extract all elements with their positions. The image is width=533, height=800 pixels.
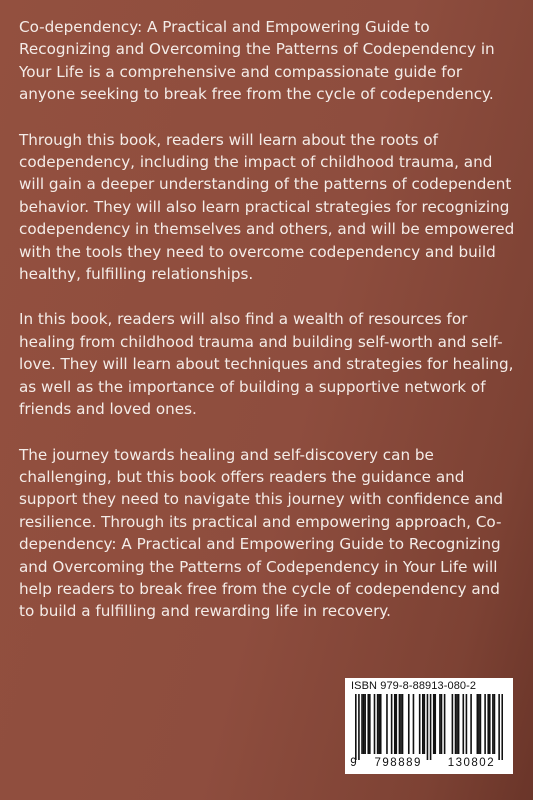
barcode-bar [413,694,415,754]
barcode-bar [462,694,464,754]
barcode-bar [358,694,360,760]
book-description [19,16,519,646]
barcode-bar [484,694,486,754]
barcode-bar [378,694,380,754]
barcode-bar [364,694,366,754]
barcode-bar [427,694,429,760]
barcode-bar [419,694,421,754]
barcode-bar [363,694,365,754]
barcode-bar [480,694,482,754]
barcode-bar [422,694,424,754]
barcode-bar [470,694,472,754]
barcode-bar [399,694,401,754]
barcode-bar [477,694,479,754]
barcode-bar [439,694,441,754]
isbn-barcode [345,678,513,774]
isbn-label: ISBN 979-8-88913-080-2 [351,680,477,692]
barcode-bar [452,694,454,754]
description-paragraph-4: The journey towards healing and self-discovery can be challenging, but this book offers readers the guidance and support they need to navigate this journey with confidence and resilience. Through its practical and empowering approach, Co-dependency: A Practical and Empowering Guide to Recognizing and Overcoming the Patterns of Codependency in Your Life will help readers to break free from the cycle of codependency and to build a fulfilling and rewarding life in recovery. [19,445,503,621]
barcode-bars [355,694,503,760]
barcode-bar [380,694,382,754]
description-paragraph-2: Through this book, readers will learn about the roots of codependency, including the impact of childhood trauma, and will gain a deeper understanding of the patterns of codependent behavior. They will also learn practical strategies for recognizing codependency in themselves and others, and will be empowered with the tools they need to overcome codependency and build healthy, fulfilling relationships. [19,130,515,284]
barcode-digit-lead: 9 [350,757,357,769]
description-paragraph-3: In this book, readers will also find a wealth of resources for healing from childhood trauma and building self-worth and self-love. They will learn about techniques and strategies for healing, as well as the importance of building a supportive network of friends and loved ones. [19,310,514,419]
barcode-bar [492,694,494,754]
barcode-digits-left: 798889 [374,757,422,769]
barcode-bar [458,694,460,754]
barcode-bar [498,694,500,760]
barcode-bar [466,694,468,754]
barcode-bar [487,694,489,754]
barcode-bar [444,694,446,754]
barcode-bar [402,694,404,754]
barcode-bar [408,694,410,754]
barcode-bar [355,694,357,760]
barcode-bar [396,694,398,754]
barcode-bar [394,694,396,754]
barcode-bar [494,694,496,754]
barcode-bar [489,694,491,754]
barcode-bar [391,694,393,754]
barcode-bar [369,694,371,754]
barcode-bar [374,694,376,754]
barcode-bar [367,694,369,754]
barcode-bar [377,694,379,754]
barcode-bar [456,694,458,754]
barcode-bar [434,694,436,754]
barcode-bar [441,694,443,754]
barcode-bar [433,694,435,754]
barcode-bar [478,694,480,754]
barcode-bar [361,694,363,754]
barcode-bar [424,694,426,754]
barcode-bar [455,694,457,754]
barcode-digits [347,757,506,769]
barcode-digits-right: 130802 [447,757,496,769]
barcode-bar [501,694,503,760]
description-paragraph-1: Co-dependency: A Practical and Empowering Guide to Recognizing and Overcoming the Patterns of Codependency in Your Life is a comprehensive and compassionate guide for anyone seeking to break free from the cycle of codependency. [19,18,495,104]
barcode-bar [430,694,432,760]
barcode-bar [386,694,388,754]
barcode-bar [400,694,402,754]
